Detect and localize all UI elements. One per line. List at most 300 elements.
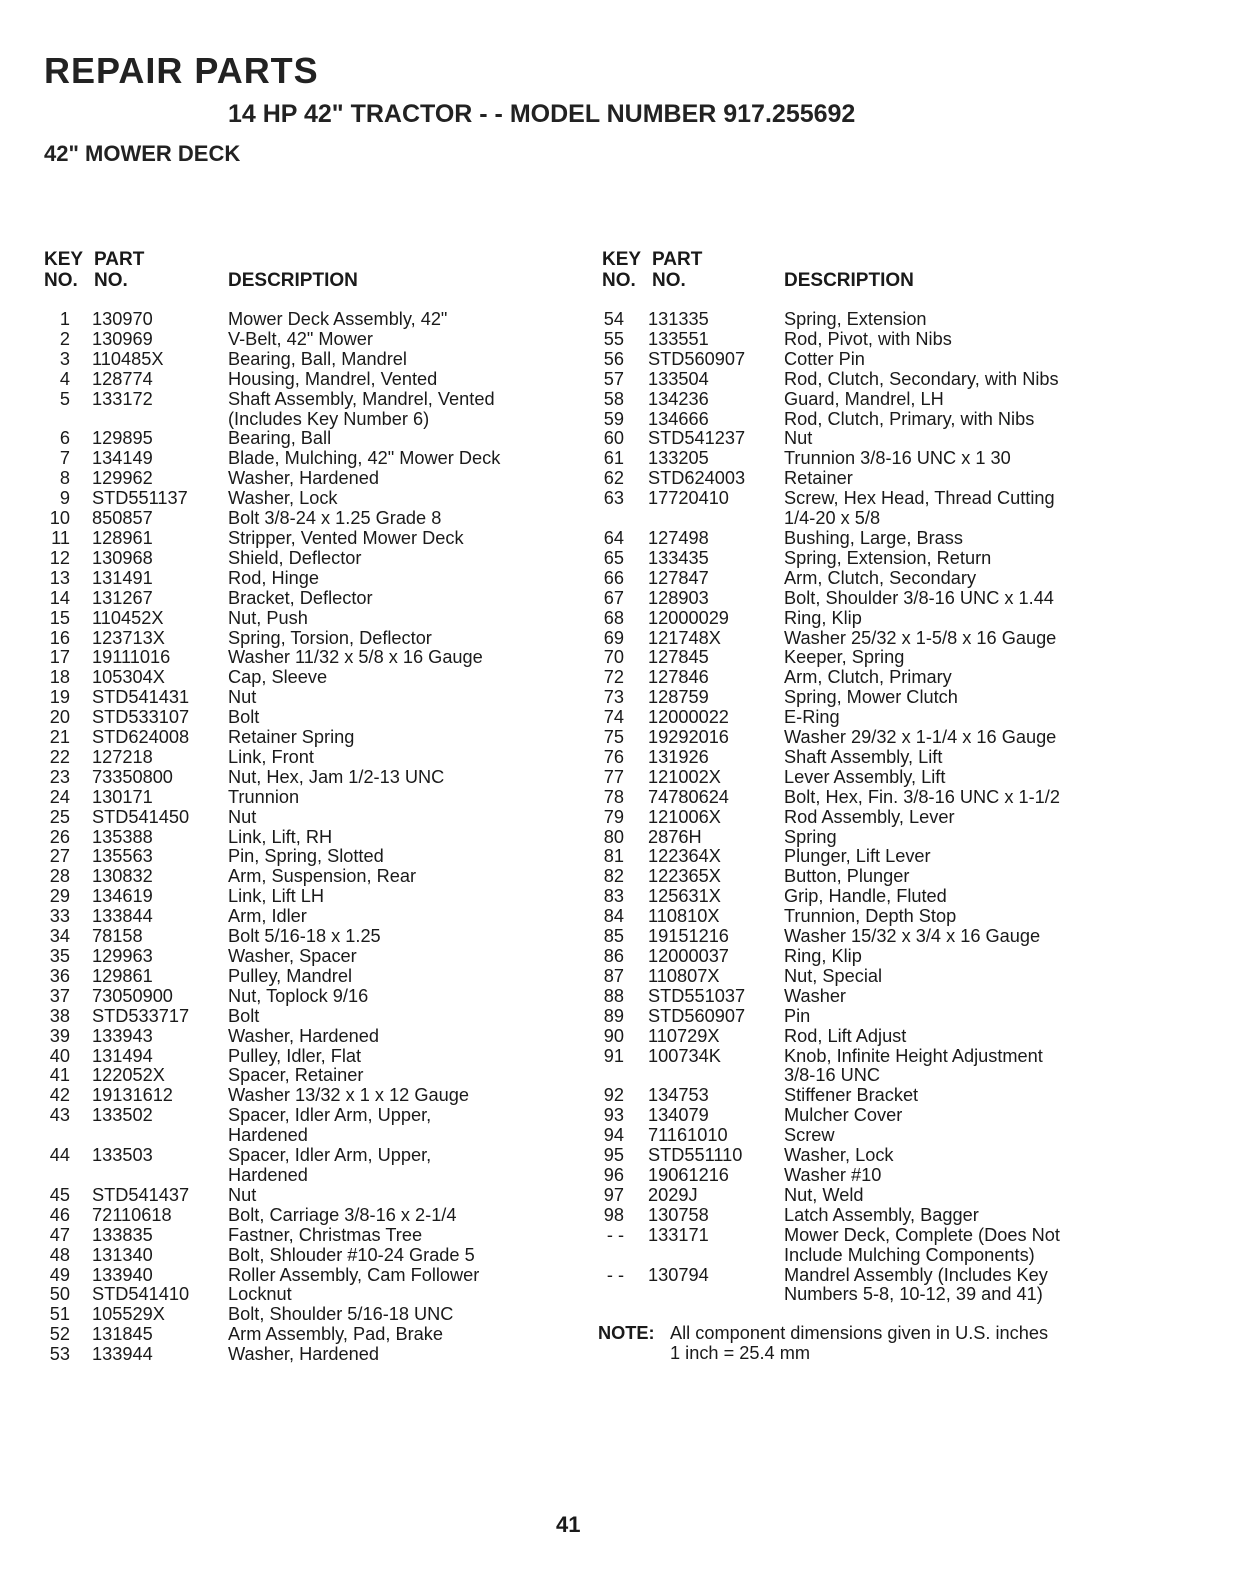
part-description: Cotter Pin (784, 348, 865, 369)
part-number: 131494 (92, 1045, 153, 1066)
part-number: 133503 (92, 1145, 153, 1166)
part-description: Link, Lift, RH (228, 826, 333, 847)
part-description: Bolt 5/16-18 x 1.25 (228, 926, 381, 947)
table-row (40, 768, 580, 788)
table-row (40, 489, 580, 509)
part-number: 134236 (648, 388, 709, 409)
key-number: 62 (603, 468, 624, 489)
part-number (92, 410, 228, 430)
part-description: Stiffener Bracket (784, 1085, 919, 1106)
table-row (40, 808, 580, 828)
part-number: 850857 (92, 508, 153, 529)
key-number: 22 (49, 746, 70, 767)
table-row (40, 589, 580, 609)
key-header: KEY (602, 249, 642, 270)
part-number: 110485X (92, 348, 164, 369)
part-description: Link, Front (228, 746, 314, 767)
part-number: 131267 (92, 587, 153, 608)
part-number: 128961 (92, 527, 153, 548)
key-number: 58 (603, 388, 624, 409)
part-number: 134666 (648, 408, 709, 429)
table-row (40, 748, 580, 768)
table-row (40, 668, 580, 688)
part-number: STD624003 (648, 468, 746, 489)
key-number: 74 (603, 707, 624, 728)
part-description: Bolt (228, 707, 260, 728)
part-description: Retainer Spring (228, 727, 355, 748)
note-label: NOTE: (598, 1323, 655, 1344)
key-number: 11 (51, 527, 70, 548)
table-row (40, 1285, 580, 1305)
table-row (40, 449, 580, 469)
part-number: 131340 (92, 1244, 153, 1265)
table-row (598, 330, 1118, 350)
part-number: 133171 (648, 1224, 709, 1245)
part-description: Bolt, Shoulder 5/16-18 UNC (228, 1304, 454, 1325)
key-number: 69 (603, 627, 624, 648)
key-number (598, 1285, 624, 1305)
table-row (598, 1266, 1118, 1286)
key-number: 36 (49, 965, 70, 986)
table-row (598, 668, 1118, 688)
part-number: 110807X (648, 965, 720, 986)
part-description: Washer, Lock (784, 1145, 894, 1166)
key-number: 48 (49, 1244, 70, 1265)
part-description: Mandrel Assembly (Includes Key (784, 1264, 1048, 1285)
table-row (598, 429, 1118, 449)
part-number: 122365X (648, 866, 721, 887)
part-number: 131335 (648, 309, 709, 329)
part-description: Fastner, Christmas Tree (228, 1224, 423, 1245)
description-header: DESCRIPTION (228, 270, 358, 291)
key-number: 86 (603, 946, 624, 966)
part-description: Roller Assembly, Cam Follower (228, 1264, 480, 1285)
note-text (670, 1323, 1048, 1363)
part-description: Stripper, Vented Mower Deck (228, 527, 464, 548)
table-row (598, 410, 1118, 430)
part-number: 127218 (92, 746, 153, 767)
table-row (598, 1066, 1118, 1086)
part-number: 133943 (92, 1025, 153, 1046)
table-header (598, 250, 1118, 310)
dimension-note (598, 1323, 1118, 1363)
part-number: 129962 (92, 468, 153, 489)
part-description: Bolt 3/8-24 x 1.25 Grade 8 (228, 508, 442, 529)
key-number: 47 (49, 1224, 70, 1245)
part-description: Shaft Assembly, Lift (784, 746, 943, 767)
key-number: 82 (603, 866, 624, 887)
part-description: Washer 15/32 x 3/4 x 16 Gauge (784, 926, 1041, 947)
part-description: Washer 11/32 x 5/8 x 16 Gauge (228, 647, 483, 668)
part-description: Trunnion, Depth Stop (784, 906, 957, 927)
part-description: Spacer, Retainer (228, 1065, 364, 1086)
table-row (40, 1305, 580, 1325)
part-description: Bolt (228, 1005, 260, 1026)
part-number: 2876H (648, 826, 702, 847)
table-row (40, 987, 580, 1007)
part-description: Bushing, Large, Brass (784, 527, 963, 548)
table-row (40, 410, 580, 430)
table-row (598, 509, 1118, 529)
part-number: 134753 (648, 1085, 709, 1106)
part-number: 2029J (648, 1184, 698, 1205)
key-number: 4 (59, 368, 70, 389)
table-row (40, 927, 580, 947)
part-number: 128759 (648, 687, 709, 708)
key-number: 24 (49, 786, 70, 807)
table-row (598, 1166, 1118, 1186)
part-number: 73050900 (92, 985, 173, 1006)
part-header: PART (652, 249, 703, 270)
page-title: REPAIR PARTS (44, 50, 319, 91)
part-number (648, 1066, 784, 1086)
key-number: 83 (603, 886, 624, 907)
part-number: 105529X (92, 1304, 165, 1325)
key-number: 77 (603, 766, 624, 787)
table-row (598, 390, 1118, 410)
part-number: 130758 (648, 1204, 709, 1225)
part-number: 131845 (92, 1324, 153, 1345)
part-description: 3/8-16 UNC (784, 1065, 881, 1086)
key-number: 13 (49, 567, 70, 588)
table-row (598, 1047, 1118, 1067)
table-row (598, 469, 1118, 489)
table-row (40, 1007, 580, 1027)
key-number: 91 (603, 1045, 624, 1066)
table-row (598, 887, 1118, 907)
part-number: 133940 (92, 1264, 153, 1285)
key-number: 17 (49, 647, 70, 668)
part-description: (Includes Key Number 6) (228, 408, 430, 429)
key-number: 28 (49, 866, 70, 887)
key-number: 78 (603, 786, 624, 807)
key-number: 97 (603, 1184, 624, 1205)
part-number: 74780624 (648, 786, 729, 807)
part-description: Bolt, Hex, Fin. 3/8-16 UNC x 1-1/2 (784, 786, 1060, 807)
table-row (598, 1106, 1118, 1126)
part-description: Washer, Hardened (228, 1344, 379, 1365)
part-number: STD533107 (92, 707, 190, 728)
part-description: Washer 13/32 x 1 x 12 Gauge (228, 1085, 469, 1106)
table-row (40, 1166, 580, 1186)
part-number: 133944 (92, 1344, 153, 1365)
key-number: 73 (603, 687, 624, 708)
part-description: Include Mulching Components) (784, 1244, 1035, 1265)
key-number: 39 (49, 1025, 70, 1046)
part-number: 130968 (92, 547, 153, 568)
table-row (598, 847, 1118, 867)
part-number: 17720410 (648, 488, 729, 509)
part-description: Arm, Clutch, Secondary (784, 567, 977, 588)
table-row (40, 609, 580, 629)
part-description: Hardened (228, 1125, 308, 1146)
part-number: 133502 (92, 1105, 153, 1126)
part-number: 127845 (648, 647, 709, 668)
key-number (40, 1126, 70, 1146)
part-number: 73350800 (92, 766, 173, 787)
key-number: 85 (603, 926, 624, 947)
key-number: 72 (603, 667, 624, 688)
part-number: STD541410 (92, 1284, 190, 1305)
part-number: 19131612 (92, 1085, 173, 1106)
part-number: 125631X (648, 886, 721, 907)
part-number: 12000037 (648, 946, 729, 966)
table-row (598, 569, 1118, 589)
table-row (598, 1206, 1118, 1226)
table-row (598, 728, 1118, 748)
table-row (40, 1047, 580, 1067)
part-number: 122052X (92, 1065, 165, 1086)
key-number: 40 (49, 1045, 70, 1066)
part-number: 105304X (92, 667, 165, 688)
part-number: 134079 (648, 1105, 709, 1126)
part-description: Pin, Spring, Slotted (228, 846, 384, 867)
table-row (40, 1206, 580, 1226)
key-number: 5 (59, 388, 70, 409)
part-description: Washer (784, 985, 846, 1006)
table-row (40, 310, 580, 330)
part-description: Spacer, Idler Arm, Upper, (228, 1105, 432, 1126)
table-row (40, 370, 580, 390)
table-row (40, 887, 580, 907)
part-description: E-Ring (784, 707, 840, 728)
part-number: 128903 (648, 587, 709, 608)
part-description: Screw, Hex Head, Thread Cutting (784, 488, 1055, 509)
part-number (648, 1285, 784, 1305)
table-row (598, 1027, 1118, 1047)
key-number: 9 (59, 488, 70, 509)
key-number: 79 (603, 806, 624, 827)
part-description: Cap, Sleeve (228, 667, 328, 688)
key-number: 53 (49, 1344, 70, 1365)
key-number: 54 (603, 309, 624, 329)
description-header: DESCRIPTION (784, 270, 914, 291)
table-row (40, 1106, 580, 1126)
key-number: 15 (49, 607, 70, 628)
parts-list-right (598, 310, 1118, 1305)
key-number: 60 (603, 428, 624, 449)
part-number: 19151216 (648, 926, 729, 947)
key-number: 66 (603, 567, 624, 588)
parts-table-right (598, 250, 1118, 1363)
part-description: Knob, Infinite Height Adjustment (784, 1045, 1043, 1066)
part-description: Plunger, Lift Lever (784, 846, 931, 867)
part-description: Locknut (228, 1284, 292, 1305)
key-number (598, 1066, 624, 1086)
part-description: Trunnion (228, 786, 300, 807)
part-description: Rod, Lift Adjust (784, 1025, 907, 1046)
key-number: 7 (59, 448, 70, 469)
key-number: 93 (603, 1105, 624, 1126)
table-row (40, 1186, 580, 1206)
key-number: 42 (49, 1085, 70, 1106)
part-number: 128774 (92, 368, 153, 389)
key-number: 90 (603, 1025, 624, 1046)
key-number: 37 (49, 985, 70, 1006)
table-row (598, 1007, 1118, 1027)
key-number: 43 (49, 1105, 70, 1126)
part-number: STD624008 (92, 727, 190, 748)
key-header-no: NO. (602, 270, 636, 291)
table-row (40, 728, 580, 748)
part-description: Mower Deck, Complete (Does Not (784, 1224, 1060, 1245)
key-number: 94 (603, 1125, 624, 1146)
part-description: Guard, Mandrel, LH (784, 388, 944, 409)
part-number (92, 1166, 228, 1186)
key-number: 51 (49, 1304, 70, 1325)
table-row (40, 509, 580, 529)
table-row (598, 449, 1118, 469)
part-number: 130969 (92, 328, 153, 349)
key-number: 57 (603, 368, 624, 389)
table-row (598, 629, 1118, 649)
part-description: Nut (228, 806, 257, 827)
key-number: 12 (49, 547, 70, 568)
part-header-no: NO. (94, 270, 128, 291)
part-description: Washer 29/32 x 1-1/4 x 16 Gauge (784, 727, 1057, 748)
part-number: 122364X (648, 846, 721, 867)
part-description: Arm, Clutch, Primary (784, 667, 952, 688)
part-description: Bolt, Shoulder 3/8-16 UNC x 1.44 (784, 587, 1054, 608)
key-number: 8 (59, 468, 70, 489)
part-number: 133435 (648, 547, 709, 568)
key-number: - - (606, 1224, 624, 1245)
part-number: 129861 (92, 965, 153, 986)
table-row (40, 1066, 580, 1086)
part-description: Blade, Mulching, 42" Mower Deck (228, 448, 501, 469)
part-number: 19292016 (648, 727, 729, 748)
key-header: KEY (44, 249, 84, 270)
table-row (598, 609, 1118, 629)
key-number: 45 (49, 1184, 70, 1205)
key-number: 70 (603, 647, 624, 668)
table-row (40, 1226, 580, 1246)
table-row (40, 549, 580, 569)
part-description: Latch Assembly, Bagger (784, 1204, 979, 1225)
part-number: 130794 (648, 1264, 709, 1285)
key-number: 56 (603, 348, 624, 369)
part-description: Shaft Assembly, Mandrel, Vented (228, 388, 495, 409)
part-number: 133504 (648, 368, 709, 389)
part-description: Spring, Extension (784, 309, 927, 329)
table-row (598, 1126, 1118, 1146)
part-number: 135563 (92, 846, 153, 867)
part-number (648, 509, 784, 529)
table-row (40, 629, 580, 649)
part-description: Mower Deck Assembly, 42" (228, 309, 448, 329)
table-row (40, 788, 580, 808)
key-number: 25 (49, 806, 70, 827)
table-row (598, 748, 1118, 768)
part-number: 121002X (648, 766, 721, 787)
part-description: Bracket, Deflector (228, 587, 373, 608)
table-row (598, 967, 1118, 987)
key-number: 89 (603, 1005, 624, 1026)
part-description: Bearing, Ball (228, 428, 332, 449)
part-number: STD560907 (648, 348, 746, 369)
part-number: 129895 (92, 428, 153, 449)
part-number: 110452X (92, 607, 164, 628)
part-number: 72110618 (92, 1204, 172, 1225)
table-header (40, 250, 580, 310)
table-row (40, 1146, 580, 1166)
part-description: Ring, Klip (784, 607, 862, 628)
key-number: 81 (603, 846, 624, 867)
table-row (40, 350, 580, 370)
table-row (598, 828, 1118, 848)
part-number: STD551110 (648, 1145, 743, 1166)
part-description: Nut (228, 687, 257, 708)
table-row (598, 947, 1118, 967)
part-number: STD560907 (648, 1005, 746, 1026)
table-row (598, 708, 1118, 728)
part-number: STD551137 (92, 488, 188, 509)
part-description: 1/4-20 x 5/8 (784, 508, 881, 529)
section-heading: 42" MOWER DECK (44, 141, 241, 166)
key-number: 41 (49, 1065, 70, 1086)
table-row (598, 370, 1118, 390)
table-row (598, 310, 1118, 330)
part-description: Bearing, Ball, Mandrel (228, 348, 407, 369)
part-description: V-Belt, 42" Mower (228, 328, 373, 349)
table-row (40, 688, 580, 708)
part-number: STD541437 (92, 1184, 190, 1205)
part-description: Washer, Hardened (228, 1025, 379, 1046)
key-number: 61 (603, 448, 624, 469)
table-row (598, 648, 1118, 668)
part-number: 133551 (648, 328, 709, 349)
key-number: 76 (603, 746, 624, 767)
part-description: Hardened (228, 1164, 308, 1185)
part-number: 12000022 (648, 707, 729, 728)
table-row (40, 828, 580, 848)
part-description: Screw (784, 1125, 835, 1146)
table-row (598, 688, 1118, 708)
part-description: Rod, Hinge (228, 567, 319, 588)
part-number: 12000029 (648, 607, 729, 628)
parts-table-left (40, 250, 580, 1365)
table-row (40, 569, 580, 589)
part-description: Washer 25/32 x 1-5/8 x 16 Gauge (784, 627, 1057, 648)
key-number: 16 (49, 627, 70, 648)
key-number (598, 509, 624, 529)
part-description: Nut (228, 1184, 257, 1205)
model-subtitle: 14 HP 42" TRACTOR - - MODEL NUMBER 917.255692 (228, 100, 856, 128)
part-description: Pulley, Mandrel (228, 965, 352, 986)
key-number: 33 (49, 906, 70, 927)
part-description: Washer #10 (784, 1164, 882, 1185)
key-number: 27 (49, 846, 70, 867)
part-description: Nut, Toplock 9/16 (228, 985, 369, 1006)
part-description: Rod, Clutch, Secondary, with Nibs (784, 368, 1059, 389)
parts-list-left (40, 310, 580, 1365)
part-number: 19061216 (648, 1164, 729, 1185)
table-row (598, 1186, 1118, 1206)
table-row (598, 1285, 1118, 1305)
key-number: - - (606, 1264, 624, 1285)
part-description: Ring, Klip (784, 946, 862, 966)
part-description: Bolt, Shlouder #10-24 Grade 5 (228, 1244, 475, 1265)
key-number: 67 (603, 587, 624, 608)
part-description: Nut, Special (784, 965, 883, 986)
part-number: 133835 (92, 1224, 153, 1245)
part-number: 123713X (92, 627, 165, 648)
part-description: Nut, Hex, Jam 1/2-13 UNC (228, 766, 445, 787)
part-number: 121006X (648, 806, 721, 827)
table-row (40, 1027, 580, 1047)
page-number: 41 (556, 1512, 581, 1537)
part-description: Nut (784, 428, 813, 449)
